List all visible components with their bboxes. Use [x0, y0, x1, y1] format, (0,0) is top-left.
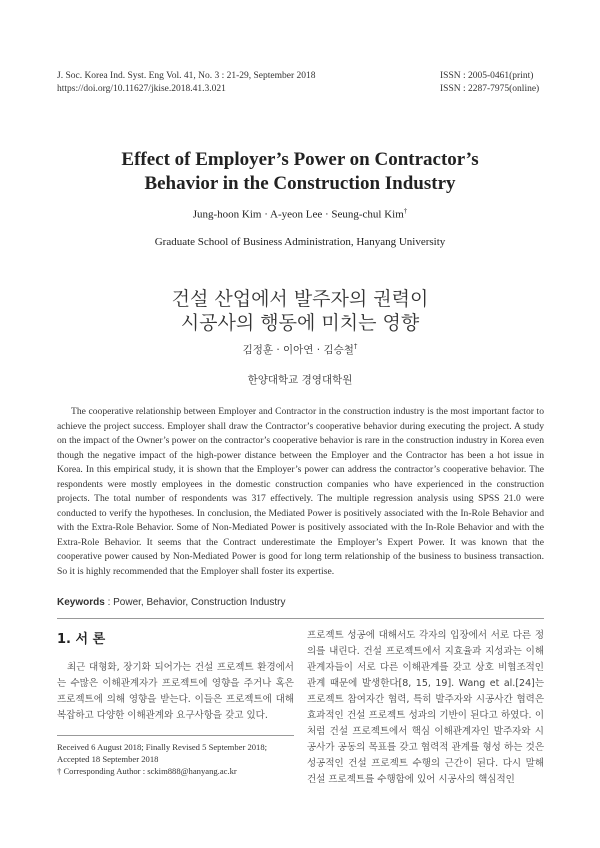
korean-affiliation: 한양대학교 경영대학원: [247, 374, 353, 386]
korean-title-line-2: 시공사의 행동에 미치는 영향: [180, 312, 420, 334]
footnotes: [57, 741, 294, 777]
keywords-label: Keywords: [57, 597, 105, 608]
accepted-date: Accepted 18 September 2018: [57, 754, 159, 764]
korean-corresponding-mark: †: [353, 342, 358, 351]
author-names: Jung-hoon Kim · A-yeon Lee · Seung-chul Kim: [192, 208, 404, 221]
corresponding-mark: †: [403, 207, 408, 215]
keywords-value: : Power, Behavior, Construction Industry: [107, 597, 286, 608]
body-text-left: 최근 대형화, 장기화 되어가는 건설 프로젝트 환경에서는 수많은 이해관계자가 프로젝트에 영향을 주거나 혹은 프로젝트에 의해 영향을 받는다. 이들은 프로젝트에 대해 복잡하고 다양한 이해관계와 요구사항을 갖고 있다.: [57, 662, 294, 721]
section-heading: 1. 서 론: [57, 632, 106, 647]
korean-title: [0, 287, 600, 335]
journal-citation: J. Soc. Korea Ind. Syst. Eng Vol. 41, No. 3 : 21-29, September 2018: [57, 71, 316, 81]
abstract: The cooperative relationship between Employer and Contractor in the construction industry is the most important factor to achieve the project success. Employer shall draw the Contractor’s cooperative behavior during executing the project. A study on the impact of the Owner’s power on the contractor’s cooperative behavior is rare in the construction industry in Korea even though the negative impact of the high-power distance between the Employer and the Contractor has been a hot issue in Korea. In this empirical study, it is shown that the Employer’s power can address the contractor’s cooperative behavior. The respondents were mostly employees in the domestic construction companies who have experienced in the construction projects. The total number of respondents was 317 effectively. The multiple regression analysis using SPSS 21.0 were conducted to verify the hypotheses. In conclusion, the Mediated Power is positively associated with the In-Role Behavior and with the Extra-Role Behavior. Some of Non-Mediated Power is positively associated with the In-Role Behavior and with the Extra-Role Behavior. It seems that the Contract underestimate the Employer’s Expert Power. It was known that the cooperative power caused by Non-Mediated Power is good for long term relationship of the business to business transaction. So it is highly recommended that the Employer shall foster its expertise.: [57, 406, 544, 577]
received-date: Received 6 August 2018; Finally Revised 5 September 2018;: [57, 742, 268, 752]
paper-title: [0, 148, 600, 196]
footnote-divider: [57, 735, 294, 736]
body-text-right: 프로젝트 성공에 대해서도 각자의 입장에서 서로 다른 정의를 내린다. 건설 프로젝트에서 지효율과 지성과는 이해관계자들이 서로 다른 이해관계를 갖고 상호 비협조적인 관계 때문에 발생한다[8, 15, 19]. Wang et al.[24]는 프로젝트 참여자간 협력, 특히 발주자와 시공사간 협력은 효과적인 건설 프로젝트 성과의 기반이 된다고 하였다. 이처럼 건설 프로젝트에서 핵심 이해관계자인 발주자와 시공사가 공동의 목표를 갖고 협력적 관계를 형성 하는 것은 성공적인 건설 프로젝트 수행의 근간이 된다. 다시 말해 건설 프로젝트를 수행함에 있어 시공사의 핵심적인: [307, 630, 544, 785]
issn-print: ISSN : 2005-0461(print): [440, 71, 534, 81]
paper-title-line-2: Behavior in the Construction Industry: [144, 173, 456, 194]
doi-link[interactable]: https://doi.org/10.11627/jkise.2018.41.3.021: [57, 84, 226, 94]
affiliation: Graduate School of Business Administration, Hanyang University: [154, 236, 446, 248]
keywords: [57, 597, 285, 608]
korean-title-line-1: 건설 산업에서 발주자의 권력이: [171, 288, 429, 310]
corresponding-author: † Corresponding Author : sckim888@hanyang.ac.kr: [57, 766, 237, 776]
section-divider: [57, 618, 544, 619]
author-list: [0, 207, 600, 221]
issn-online: ISSN : 2287-7975(online): [440, 84, 540, 94]
korean-author-names: 김정훈 · 이아연 · 김승철: [242, 344, 354, 356]
korean-author-list: [0, 342, 600, 357]
paper-title-line-1: Effect of Employer’s Power on Contractor’s: [121, 149, 479, 170]
